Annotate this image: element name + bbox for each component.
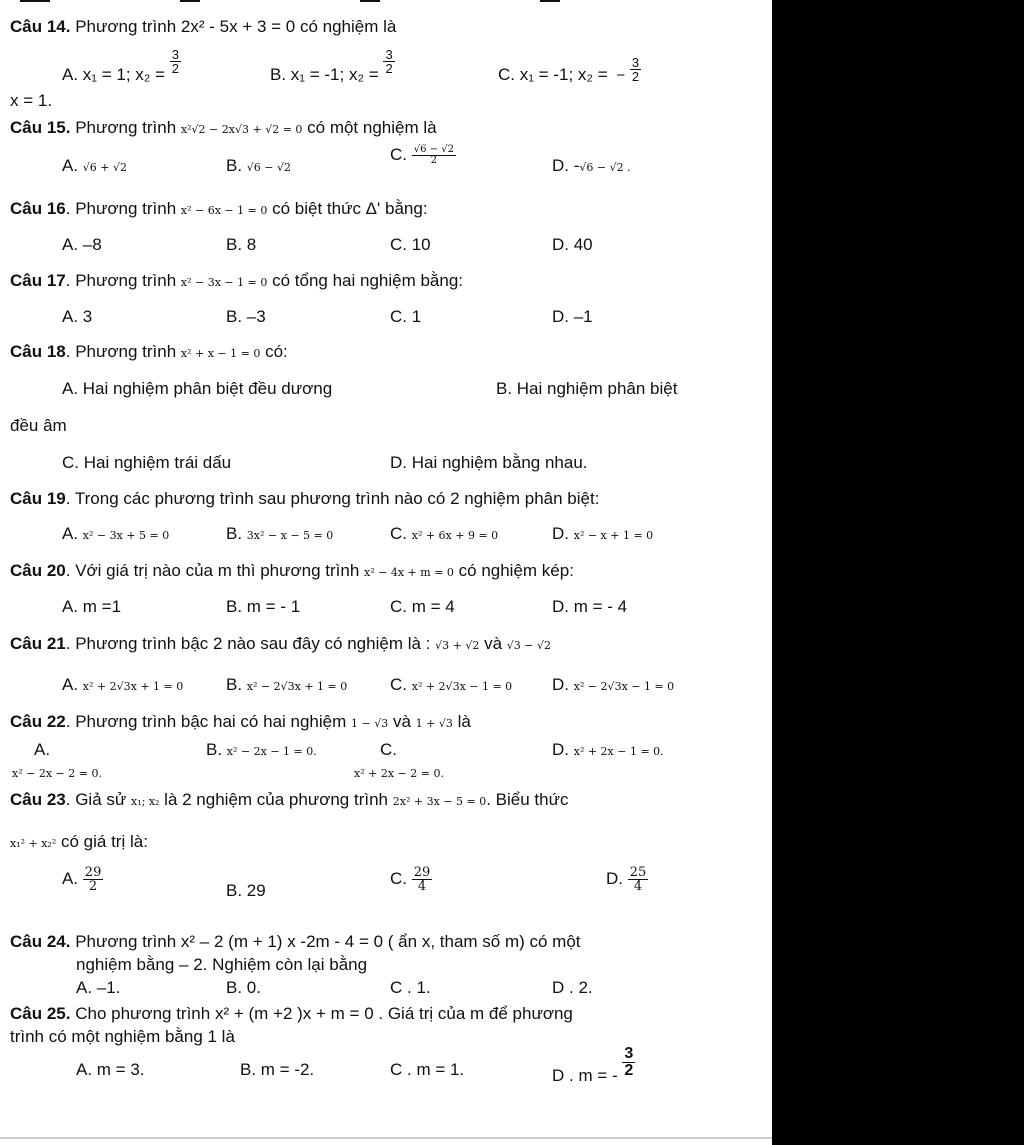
q14-option-b: B. x₁ = -1; x₂ = $\frac{3}{2}$ bbox=[270, 47, 393, 84]
q21-option-a: A. x² + 2√3x + 1 = 0 bbox=[62, 675, 184, 694]
math-expression: x² + 2√3x − 1 = 0 bbox=[411, 680, 513, 693]
q20-option-a: A. m =1 bbox=[62, 597, 122, 616]
q16-option-a: A. –8 bbox=[62, 235, 102, 254]
q20-option-d: D. m = - 4 bbox=[552, 597, 628, 616]
q19-option-c: C. x² + 6x + 9 = 0 bbox=[390, 524, 499, 543]
question-17-title: Câu 17 bbox=[10, 271, 66, 290]
q19-option-a: A. x² − 3x + 5 = 0 bbox=[62, 524, 170, 543]
q16-option-b: B. 8 bbox=[226, 235, 257, 254]
fraction: $\frac{√6 - √2}{2}$ bbox=[413, 144, 454, 167]
q23-option-c: C. $\frac{29}{4}$ bbox=[390, 865, 431, 894]
math-expression: x²√2 − 2x√3 + √2 = 0 bbox=[180, 123, 303, 136]
math-expression: 2x² + 3x − 5 = 0 bbox=[392, 795, 487, 808]
math-expression: x² − 2√3x + 1 = 0 bbox=[246, 680, 348, 693]
q25-option-c: C . m = 1. bbox=[390, 1060, 465, 1079]
q18-option-c: C. Hai nghiệm trái dấu bbox=[62, 453, 232, 472]
question-23-stem-line2: x₁² + x₂² có giá trị là: bbox=[10, 832, 148, 851]
question-16-title: Câu 16 bbox=[10, 199, 66, 218]
q24-option-d: D . 2. bbox=[552, 978, 593, 997]
q16-option-d: D. 40 bbox=[552, 235, 593, 254]
q14-option-a: A. x₁ = 1; x₂ = $\frac{3}{2}$ bbox=[62, 47, 180, 84]
fraction: $\frac{3}{2}$ bbox=[171, 47, 180, 76]
question-20-title: Câu 20 bbox=[10, 561, 66, 580]
question-19-stem: Câu 19. Trong các phương trình sau phương trình nào có 2 nghiệm phân biệt: bbox=[10, 489, 600, 508]
q23-option-a: A. $\frac{29}{2}$ bbox=[62, 865, 102, 894]
question-14-stem: Câu 14. Phương trình 2x² - 5x + 3 = 0 có nghiệm là bbox=[10, 17, 397, 36]
q19-option-b: B. 3x² − x − 5 = 0 bbox=[226, 524, 334, 543]
q15-option-c: C. $\frac{√6 - √2}{2}$ bbox=[390, 144, 454, 167]
q25-option-a: A. m = 3. bbox=[76, 1060, 145, 1079]
fraction: $\frac{3}{2}$ bbox=[385, 47, 393, 76]
q17-option-c: C. 1 bbox=[390, 307, 422, 326]
q24-option-b: B. 0. bbox=[226, 978, 261, 997]
q21-option-d: D. x² − 2√3x − 1 = 0 bbox=[552, 675, 675, 694]
question-24-stem: Câu 24. Phương trình x² – 2 (m + 1) x -2m - 4 = 0 ( ẩn x, tham số m) có một bbox=[10, 932, 581, 951]
question-19-title: Câu 19 bbox=[10, 489, 66, 508]
question-16-stem: Câu 16. Phương trình x² − 6x − 1 = 0 có biệt thức Δ' bằng: bbox=[10, 199, 428, 218]
math-expression: x² − 6x − 1 = 0 bbox=[180, 204, 268, 217]
q20-option-b: B. m = - 1 bbox=[226, 597, 301, 616]
q18-option-d: D. Hai nghiệm bằng nhau. bbox=[390, 453, 588, 472]
q22-option-a-expr: x² − 2x − 2 = 0. bbox=[12, 767, 102, 780]
q22-option-b: B. x² − 2x − 1 = 0. bbox=[206, 740, 317, 759]
q22-option-c-label: C. bbox=[380, 740, 397, 759]
q15-option-d: D. -√6 − √2 . bbox=[552, 156, 631, 175]
question-14-title: Câu 14. bbox=[10, 17, 71, 36]
math-expression: √3 + √2 bbox=[435, 639, 480, 652]
q24-option-a: A. –1. bbox=[76, 978, 121, 997]
q18-option-b: B. Hai nghiệm phân biệt bbox=[496, 379, 678, 398]
question-21-title: Câu 21 bbox=[10, 634, 66, 653]
math-expression: x² − 3x + 5 = 0 bbox=[82, 529, 170, 542]
q23-option-d: D. $\frac{25}{4}$ bbox=[606, 865, 647, 894]
math-expression: √6 − √2 bbox=[246, 161, 292, 174]
math-expression: 1 + √3 bbox=[415, 717, 453, 730]
fraction: $\frac{29}{4}$ bbox=[413, 865, 431, 894]
question-25-title: Câu 25. bbox=[10, 1004, 71, 1023]
math-expression: x₁; x₂ bbox=[131, 795, 160, 808]
fraction: $\frac{25}{4}$ bbox=[629, 865, 647, 894]
q24-option-c: C . 1. bbox=[390, 978, 431, 997]
question-18-title: Câu 18 bbox=[10, 342, 66, 361]
question-15-title: Câu 15. bbox=[10, 118, 71, 137]
question-20-stem: Câu 20. Với giá trị nào của m thì phương trình x² − 4x + m = 0 có nghiệm kép: bbox=[10, 561, 574, 580]
cut-off-previous-line bbox=[0, 0, 772, 5]
math-expression: x₁² + x₂² bbox=[10, 837, 57, 850]
q22-option-d: D. x² + 2x − 1 = 0. bbox=[552, 740, 664, 759]
question-25-stem-line2: trình có một nghiệm bằng 1 là bbox=[10, 1027, 235, 1046]
q17-option-b: B. –3 bbox=[226, 307, 266, 326]
q21-option-b: B. x² − 2√3x + 1 = 0 bbox=[226, 675, 348, 694]
q14-option-d: x = 1. bbox=[10, 91, 53, 110]
q25-option-b: B. m = -2. bbox=[240, 1060, 315, 1079]
q17-option-a: A. 3 bbox=[62, 307, 93, 326]
question-21-stem: Câu 21. Phương trình bậc 2 nào sau đây có nghiệm là : √3 + √2 và √3 − √2 bbox=[10, 634, 552, 653]
math-expression: x² + x − 1 = 0 bbox=[180, 347, 261, 360]
math-expression: √6 + √2 bbox=[82, 161, 128, 174]
math-expression: x² − 2x − 1 = 0. bbox=[226, 745, 317, 758]
q25-option-d: D . m = - $\frac{3}{2}$ bbox=[552, 1045, 634, 1085]
math-expression: √6 − √2 . bbox=[579, 161, 631, 174]
q22-option-a-label: A. bbox=[34, 740, 51, 759]
q17-option-d: D. –1 bbox=[552, 307, 593, 326]
question-22-stem: Câu 22. Phương trình bậc hai có hai nghiệm 1 − √3 và 1 + √3 là bbox=[10, 712, 471, 731]
q15-option-b: B. √6 − √2 bbox=[226, 156, 292, 175]
math-expression: 1 − √3 bbox=[351, 717, 389, 730]
math-expression: x² + 2√3x + 1 = 0 bbox=[82, 680, 184, 693]
math-expression: x² + 6x + 9 = 0 bbox=[411, 529, 499, 542]
q16-option-c: C. 10 bbox=[390, 235, 431, 254]
question-23-stem: Câu 23. Giả sử x₁; x₂ là 2 nghiệm của phương trình 2x² + 3x − 5 = 0. Biểu thức bbox=[10, 790, 569, 809]
math-expression: x² + 2x − 1 = 0. bbox=[573, 745, 664, 758]
math-expression: x² − 3x − 1 = 0 bbox=[180, 276, 268, 289]
question-15-stem: Câu 15. Phương trình x²√2 − 2x√3 + √2 = 0 có một nghiệm là bbox=[10, 118, 437, 137]
q23-option-b: B. 29 bbox=[226, 881, 266, 900]
fraction: $\frac{29}{2}$ bbox=[84, 865, 102, 894]
q18-option-a: A. Hai nghiệm phân biệt đều dương bbox=[62, 379, 333, 398]
black-margin bbox=[772, 0, 1024, 1145]
math-expression: √3 − √2 bbox=[506, 639, 552, 652]
question-23-title: Câu 23 bbox=[10, 790, 66, 809]
fraction: $\frac{3}{2}$ bbox=[624, 1045, 634, 1079]
math-expression: x² − 4x + m = 0 bbox=[364, 566, 454, 579]
page-bottom-divider bbox=[0, 1137, 772, 1139]
q14-option-c: C. x₁ = -1; x₂ = − $\frac{3}{2}$ bbox=[498, 55, 640, 84]
question-17-stem: Câu 17. Phương trình x² − 3x − 1 = 0 có tổng hai nghiệm bằng: bbox=[10, 271, 464, 290]
q21-option-c: C. x² + 2√3x − 1 = 0 bbox=[390, 675, 513, 694]
math-expression: 3x² − x − 5 = 0 bbox=[246, 529, 334, 542]
question-22-title: Câu 22 bbox=[10, 712, 66, 731]
question-24-stem-line2: nghiệm bằng – 2. Nghiệm còn lại bằng bbox=[76, 955, 368, 974]
fraction: $\frac{3}{2}$ bbox=[631, 55, 640, 84]
q19-option-d: D. x² − x + 1 = 0 bbox=[552, 524, 654, 543]
math-expression: x² − 2√3x − 1 = 0 bbox=[573, 680, 675, 693]
question-18-stem: Câu 18. Phương trình x² + x − 1 = 0 có: bbox=[10, 342, 288, 361]
question-24-title: Câu 24. bbox=[10, 932, 71, 951]
q15-option-a: A. √6 + √2 bbox=[62, 156, 128, 175]
q18-option-b-continued: đều âm bbox=[10, 416, 67, 435]
q20-option-c: C. m = 4 bbox=[390, 597, 455, 616]
question-25-stem: Câu 25. Cho phương trình x² + (m +2 )x + m = 0 . Giá trị của m để phương bbox=[10, 1004, 573, 1023]
q22-option-c-expr: x² + 2x − 2 = 0. bbox=[354, 767, 444, 780]
math-expression: x² − x + 1 = 0 bbox=[573, 529, 654, 542]
